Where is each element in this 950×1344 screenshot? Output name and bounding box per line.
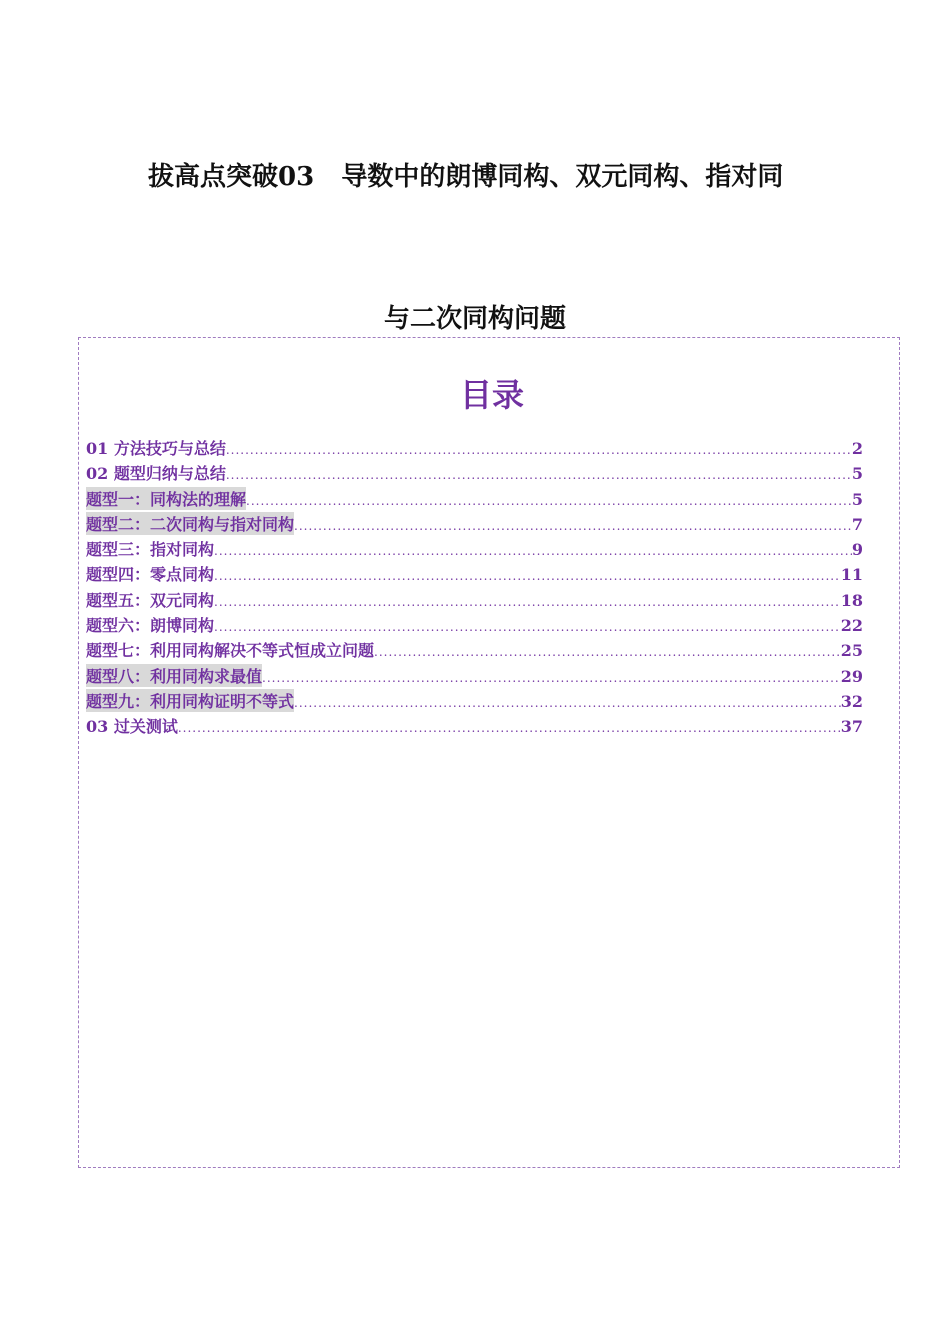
toc-leader-dots (294, 519, 852, 533)
toc-entry[interactable] (86, 562, 863, 587)
toc-leader-dots (214, 595, 841, 609)
toc-entry-label: 题型二：二次同构与指对同构 (86, 512, 294, 535)
title-part-2: 导数中的朗博同构、双元同构、指对同 (341, 162, 784, 192)
title-part-1: 拔高点突破 (148, 162, 279, 192)
document-title-line-2: 与二次同构问题 (383, 304, 566, 334)
document-title-line-1 (22, 156, 783, 193)
toc-entry[interactable] (86, 664, 863, 689)
toc-leader-dots (226, 468, 852, 482)
toc-entry-label: 题型四：零点同构 (86, 565, 215, 585)
toc-entry-label: 03 过关测试 (86, 717, 178, 737)
toc-entry-label: 题型五：双元同构 (86, 590, 215, 610)
toc-entry[interactable] (86, 436, 863, 461)
toc-entry-page: 22 (840, 616, 863, 636)
toc-entry-label: 02 题型归纳与总结 (86, 464, 226, 484)
toc-leader-dots (294, 696, 841, 710)
toc-leader-dots (374, 645, 841, 659)
toc-entry-page: 9 (851, 540, 863, 560)
toc-entry-page: 25 (840, 641, 863, 661)
toc-entry-page: 5 (851, 489, 863, 509)
toc-entry[interactable] (86, 461, 863, 486)
toc-entry-page: 5 (851, 464, 863, 484)
toc-entry-page: 7 (851, 514, 863, 534)
toc-entry-page: 29 (840, 666, 863, 686)
toc-entry-page: 11 (840, 565, 863, 585)
toc-entry-label: 01 方法技巧与总结 (86, 439, 226, 458)
toc-entry-label: 题型九：利用同构证明不等式 (86, 689, 294, 712)
toc-heading: 目录 (459, 376, 524, 414)
toc-entry-label: 题型一：同构法的理解 (86, 487, 246, 510)
toc-entry-label: 题型六：朗博同构 (86, 616, 215, 636)
toc-leader-dots (214, 544, 852, 558)
toc-entry[interactable] (86, 613, 863, 638)
toc-entry-page: 37 (840, 717, 863, 737)
toc-entry[interactable] (86, 537, 863, 562)
toc-entry[interactable] (86, 638, 863, 663)
toc-leader-dots (226, 443, 852, 457)
toc-leader-dots (214, 569, 841, 583)
toc-entry-page: 2 (851, 439, 863, 458)
toc-entry[interactable] (86, 588, 863, 613)
toc-list (86, 436, 863, 740)
toc-leader-dots (262, 671, 841, 685)
toc-leader-dots (178, 721, 841, 735)
toc-entry[interactable] (86, 487, 863, 512)
toc-entry-page: 18 (840, 590, 863, 610)
toc-entry[interactable] (86, 689, 863, 714)
toc-entry-label: 题型七：利用同构解决不等式恒成立问题 (86, 641, 375, 661)
title-number: 03 (278, 162, 315, 192)
toc-entry-label: 题型三：指对同构 (86, 540, 215, 560)
toc-entry-page: 32 (840, 691, 863, 711)
toc-leader-dots (214, 620, 841, 634)
toc-leader-dots (246, 494, 852, 508)
toc-entry[interactable] (86, 512, 863, 537)
toc-entry[interactable] (86, 714, 863, 739)
toc-entry-label: 题型八：利用同构求最值 (86, 664, 262, 687)
